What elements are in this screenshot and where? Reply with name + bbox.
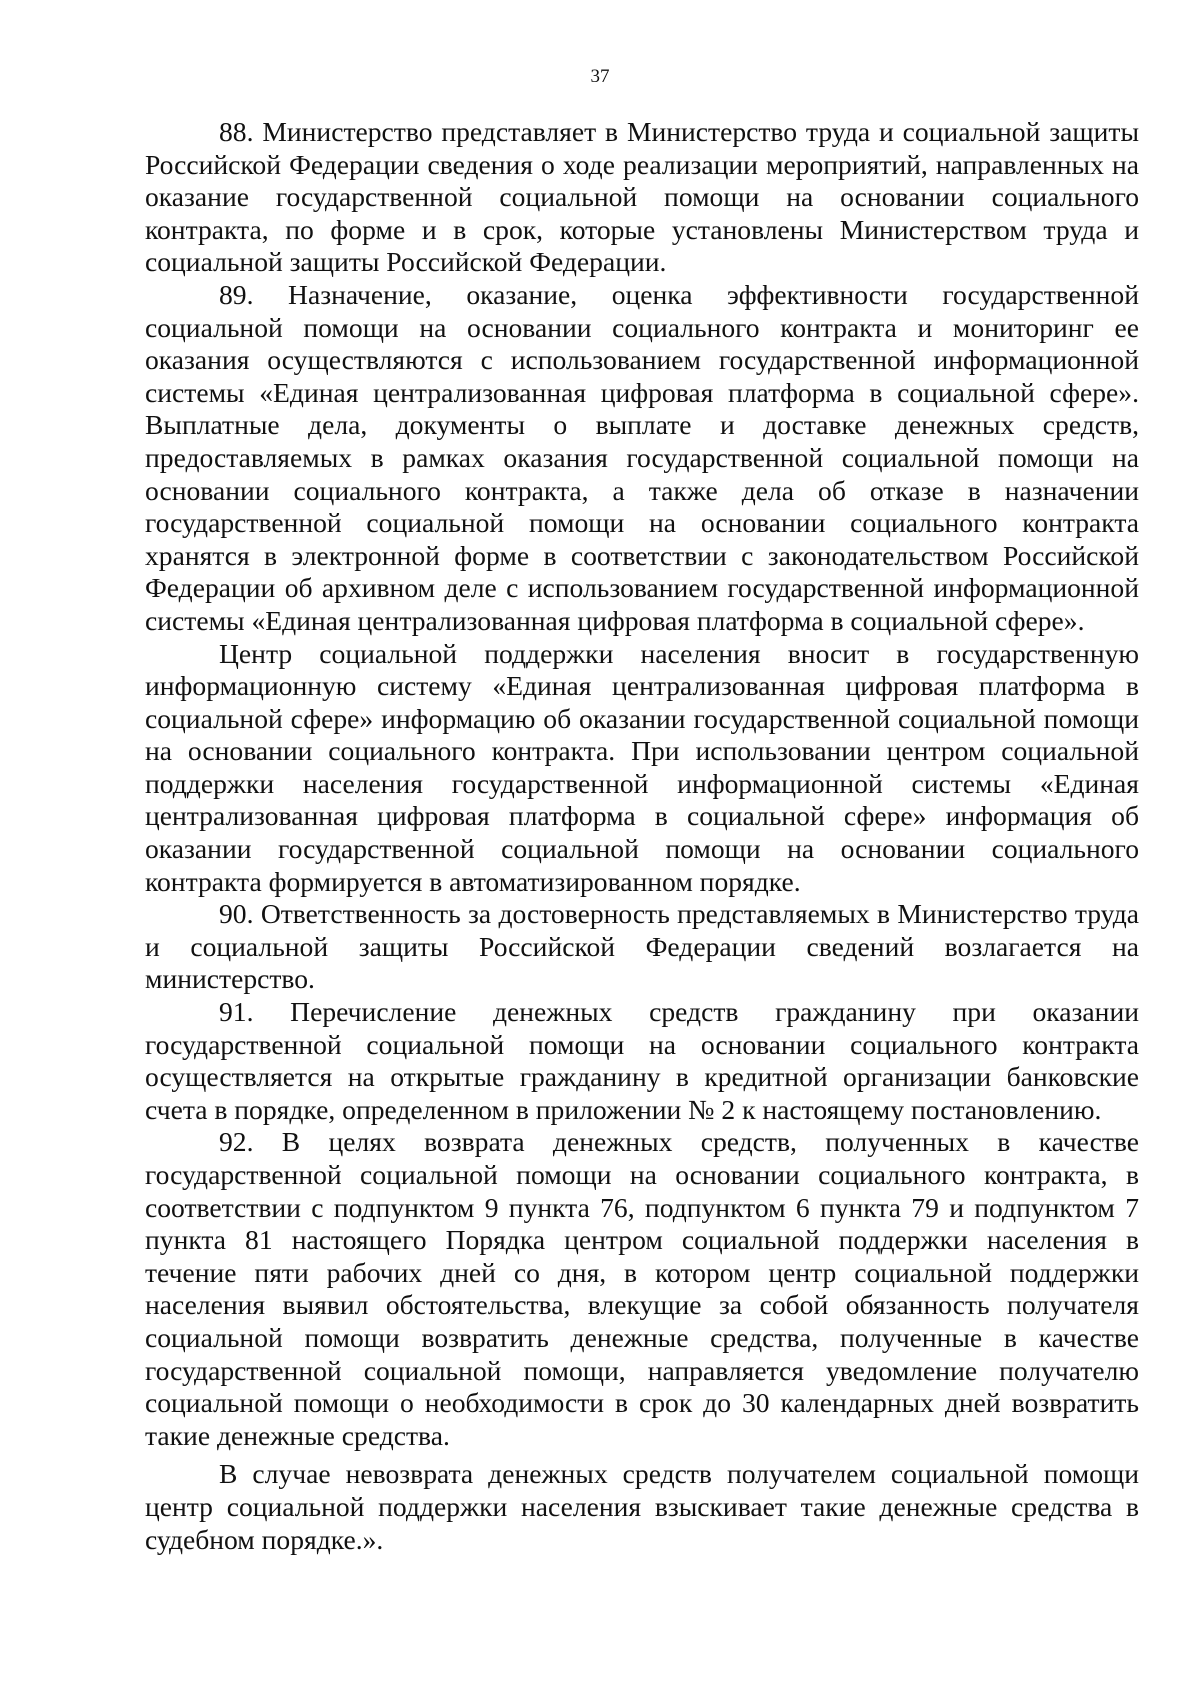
paragraph-89-continuation: Центр социальной поддержки населения вносит в государственную информационную систему «Единая централизованная цифровая платформа в социальной сфере» информацию об оказании государственной социальной помощи на основании социального контракта. При использовании центром социальной поддержки населения государственной информационной системы «Единая централизованная цифровая платформа в социальной сфере» информация об оказании государственной социальной помощи на основании социального контракта формируется в автоматизированном порядке. (145, 637, 1139, 897)
paragraph-92-continuation: В случае невозврата денежных средств получателем социальной помощи центр социальной поддержки населения взыскивает такие денежные средства в судебном порядке.». (145, 1458, 1139, 1555)
page-number: 37 (590, 66, 610, 87)
paragraph-90: 90. Ответственность за достоверность представляемых в Министерство труда и социальной защиты Российской Федерации сведений возлагается на министерство. (145, 898, 1139, 995)
paragraph-91: 91. Перечисление денежных средств гражданину при оказании государственной социальной помощи на основании социального контракта осуществляется на открытые гражданину в кредитной организации банковские счета в порядке, определенном в приложении № 2 к настоящему постановлению. (145, 996, 1139, 1125)
paragraph-92: 92. В целях возврата денежных средств, полученных в качестве государственной социальной помощи на основании социального контракта, в соответствии с подпунктом 9 пункта 76, подпунктом 6 пункта 79 и подпунктом 7 пункта 81 настоящего Порядка центром социальной поддержки населения в течение пяти рабочих дней со дня, в котором центр социальной поддержки населения выявил обстоятельства, влекущие за собой обязанность получателя социальной помощи возвратить денежные средства, полученные в качестве государственной социальной помощи, направляется уведомление получателю социальной помощи о необходимости в срок до 30 календарных дней возвратить такие денежные средства. (145, 1126, 1139, 1451)
paragraph-89: 89. Назначение, оказание, оценка эффективности государственной социальной помощи на основании социального контракта и мониторинг ее оказания осуществляются с использованием государственной информационной системы «Единая централизованная цифровая платформа в социальной сфере». Выплатные дела, документы о выплате и доставке денежных средств, предоставляемых в рамках оказания государственной социальной помощи на основании социального контракта, а также дела об отказе в назначении государственной социальной помощи на основании социального контракта хранятся в электронной форме в соответствии с законодательством Российской Федерации об архивном деле с использованием государственной информационной системы «Единая централизованная цифровая платформа в социальной сфере». (145, 278, 1139, 636)
paragraph-88: 88. Министерство представляет в Министерство труда и социальной защиты Российской Федерации сведения о ходе реализации мероприятий, направленных на оказание государственной социальной помощи на основании социального контракта, по форме и в срок, которые установлены Министерством труда и социальной защиты Российской Федерации. (145, 116, 1139, 278)
document-body (145, 116, 1139, 1556)
